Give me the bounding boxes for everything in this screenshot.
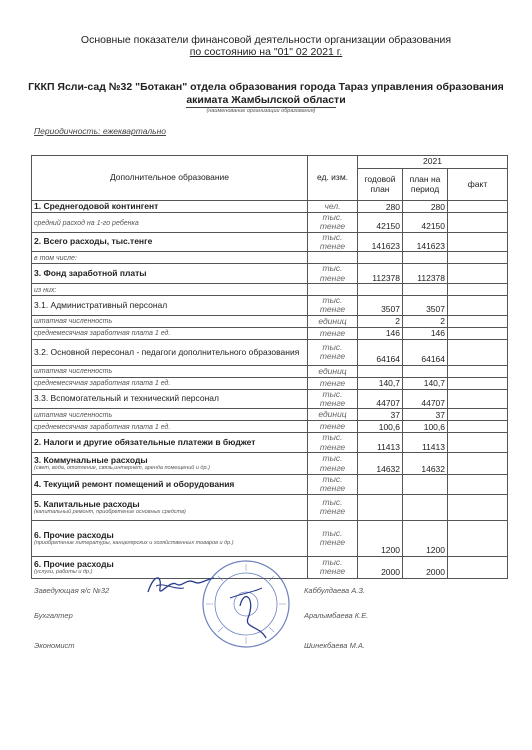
row-unit: единиц: [308, 315, 358, 327]
row-label-cell: [32, 520, 308, 556]
row-unit: единиц: [308, 365, 358, 377]
row-value-plan: [358, 252, 403, 264]
row-label: из них:: [34, 286, 57, 294]
row-label: 3.3. Вспомогательный и технический персонал: [34, 393, 219, 404]
table-row: [32, 232, 508, 252]
row-label: 2. Всего расходы, тыс.тенге: [34, 236, 153, 247]
table-row: [32, 252, 508, 264]
row-unit: тыс. тенге: [308, 213, 358, 233]
document-title: Основные показатели финансовой деятельности организации образования: [80, 34, 452, 46]
table-row: [32, 389, 508, 409]
row-unit: тенге: [308, 377, 358, 389]
row-value-plan: 100,6: [358, 421, 403, 433]
row-value-plan: [358, 365, 403, 377]
row-value-fact: [448, 339, 508, 365]
column-header-plan-year: годовой план: [358, 169, 403, 201]
row-unit: тыс. тенге: [308, 339, 358, 365]
row-label-cell: [32, 339, 308, 365]
row-label: 4. Текущий ремонт помещений и оборудования: [34, 478, 235, 489]
row-label: среднемесячная заработная плата 1 ед.: [34, 380, 171, 388]
date-text: по состоянию на "01" 02 2021 г.: [189, 46, 343, 58]
table-row: [32, 264, 508, 284]
row-value-fact: [448, 284, 508, 296]
row-sublabel: (услуги, работы и др.): [34, 568, 93, 575]
row-label-cell: [32, 389, 308, 409]
row-label: 2. Налоги и другие обязательные платежи в бюджет: [34, 437, 256, 448]
row-value-fact: [448, 389, 508, 409]
signature-role: Заведующая я/с №32: [34, 586, 110, 595]
row-label-cell: [32, 409, 308, 421]
row-value-period: [403, 475, 448, 495]
row-label-cell: [32, 232, 308, 252]
table-row: [32, 433, 508, 453]
table-row: [32, 296, 508, 316]
row-label-cell: [32, 327, 308, 339]
table-row: [32, 315, 508, 327]
table-row: [32, 421, 508, 433]
signature-name: Шинекбаева М.А.: [304, 641, 365, 650]
row-label: 3.2. Основной пересонал - педагоги дополнительного образования: [34, 346, 300, 357]
row-value-plan: [358, 494, 403, 520]
row-label-cell: [32, 494, 308, 520]
row-value-fact: [448, 327, 508, 339]
organization-name-line1: ГККП Ясли-сад №32 "Ботакан" отдела образования города Тараз управления образования: [28, 81, 504, 93]
row-value-period: 2: [403, 315, 448, 327]
row-value-plan: 14632: [358, 453, 403, 475]
row-value-plan: 140,7: [358, 377, 403, 389]
row-value-fact: [448, 315, 508, 327]
row-value-period: 2000: [403, 556, 448, 578]
table-row: [32, 409, 508, 421]
row-value-period: 100,6: [403, 421, 448, 433]
row-value-fact: [448, 421, 508, 433]
row-value-fact: [448, 296, 508, 316]
row-label: 3. Коммунальные расходы: [34, 454, 148, 465]
row-value-plan: 280: [358, 201, 403, 213]
date-line: [0, 46, 532, 58]
row-value-fact: [448, 365, 508, 377]
row-value-fact: [448, 201, 508, 213]
row-label: среднемесячная заработная плата 1 ед.: [34, 330, 171, 338]
row-value-fact: [448, 520, 508, 556]
row-value-fact: [448, 453, 508, 475]
row-label: 5. Капитальные расходы: [34, 498, 140, 509]
table-row: [32, 475, 508, 495]
row-value-plan: 141623: [358, 232, 403, 252]
row-value-period: 146: [403, 327, 448, 339]
row-value-period: [403, 252, 448, 264]
organization-name-line2: акимата Жамбылской области: [186, 94, 346, 106]
row-value-period: 112378: [403, 264, 448, 284]
row-value-period: 1200: [403, 520, 448, 556]
row-unit: тыс. тенге: [308, 494, 358, 520]
row-label-cell: [32, 377, 308, 389]
row-label-cell: [32, 433, 308, 453]
row-value-fact: [448, 556, 508, 578]
table-row: [32, 377, 508, 389]
row-value-plan: 11413: [358, 433, 403, 453]
row-label-cell: [32, 201, 308, 213]
row-label-cell: [32, 315, 308, 327]
row-label-cell: [32, 213, 308, 233]
signature-role: Экономист: [34, 641, 75, 650]
row-unit: тыс. тенге: [308, 232, 358, 252]
row-label: среднемесячная заработная плата 1 ед.: [34, 424, 171, 432]
table-row: [32, 339, 508, 365]
row-value-period: 14632: [403, 453, 448, 475]
row-unit: тыс. тенге: [308, 475, 358, 495]
row-value-plan: 42150: [358, 213, 403, 233]
row-unit: тыс. тенге: [308, 453, 358, 475]
row-unit: тыс. тенге: [308, 433, 358, 453]
row-value-fact: [448, 433, 508, 453]
row-value-period: 42150: [403, 213, 448, 233]
row-label-cell: [32, 453, 308, 475]
row-label: 6. Прочие расходы: [34, 529, 114, 540]
row-value-period: [403, 284, 448, 296]
row-label-cell: [32, 284, 308, 296]
row-value-fact: [448, 252, 508, 264]
signature-role: Бухгалтер: [34, 611, 73, 620]
row-unit: единиц: [308, 409, 358, 421]
row-value-fact: [448, 475, 508, 495]
row-label-cell: [32, 475, 308, 495]
organization-caption: (наименование организации образования): [206, 108, 316, 114]
row-unit: тыс. тенге: [308, 264, 358, 284]
periodicity-label: Периодичность: ежеквартально: [34, 126, 167, 136]
row-unit: тенге: [308, 327, 358, 339]
row-value-fact: [448, 494, 508, 520]
table-row: [32, 213, 508, 233]
row-unit: тыс. тенге: [308, 520, 358, 556]
row-value-period: 280: [403, 201, 448, 213]
row-value-period: 37: [403, 409, 448, 421]
row-label-cell: [32, 421, 308, 433]
financial-table: [31, 155, 508, 579]
table-row: [32, 327, 508, 339]
row-value-period: 141623: [403, 232, 448, 252]
row-label-cell: [32, 264, 308, 284]
signature-name: Каббулдаева А.З.: [304, 586, 366, 595]
row-value-fact: [448, 264, 508, 284]
row-label: 1. Среднегодовой контингент: [34, 200, 159, 211]
row-label: 3. Фонд заработной платы: [34, 268, 147, 279]
column-header-plan-period: план на период: [403, 169, 448, 201]
row-value-period: [403, 494, 448, 520]
row-unit: тыс. тенге: [308, 296, 358, 316]
row-value-plan: 37: [358, 409, 403, 421]
table-row: [32, 494, 508, 520]
row-label: штатная численность: [34, 318, 113, 326]
row-value-plan: [358, 284, 403, 296]
row-value-plan: 112378: [358, 264, 403, 284]
row-value-plan: 1200: [358, 520, 403, 556]
row-value-fact: [448, 377, 508, 389]
row-label-cell: [32, 296, 308, 316]
table-row: [32, 365, 508, 377]
official-seal-stamp: [200, 558, 292, 650]
row-value-period: 64164: [403, 339, 448, 365]
row-label: 3.1. Административный персонал: [34, 299, 168, 310]
row-unit: [308, 252, 358, 264]
row-label: штатная численность: [34, 368, 113, 376]
row-label-cell: [32, 252, 308, 264]
row-label: 6. Прочие расходы: [34, 558, 114, 569]
row-value-period: 11413: [403, 433, 448, 453]
row-value-fact: [448, 409, 508, 421]
row-value-plan: 64164: [358, 339, 403, 365]
row-value-plan: 3507: [358, 296, 403, 316]
table-row: [32, 453, 508, 475]
row-label: штатная численность: [34, 412, 113, 420]
row-value-fact: [448, 232, 508, 252]
table-row: [32, 201, 508, 213]
row-value-plan: 2000: [358, 556, 403, 578]
column-header-unit: ед. изм.: [308, 156, 358, 201]
row-value-plan: 44707: [358, 389, 403, 409]
table-row: [32, 520, 508, 556]
row-value-period: [403, 365, 448, 377]
row-label: в том числе:: [34, 255, 77, 263]
row-value-plan: [358, 475, 403, 495]
row-value-plan: 146: [358, 327, 403, 339]
row-value-period: 3507: [403, 296, 448, 316]
row-value-period: 140,7: [403, 377, 448, 389]
row-value-period: 44707: [403, 389, 448, 409]
column-header-year: 2021: [358, 156, 508, 169]
table-row: [32, 284, 508, 296]
row-sublabel: (свет, вода, отопление, связь,интернет, аренда помещений и др.): [34, 465, 210, 472]
row-sublabel: (капитальный ремонт, приобретение основных средств): [34, 508, 186, 515]
column-header-fact: факт: [448, 169, 508, 201]
row-unit: тыс. тенге: [308, 389, 358, 409]
row-unit: тенге: [308, 421, 358, 433]
row-unit: [308, 284, 358, 296]
row-unit: чел.: [308, 201, 358, 213]
row-label-cell: [32, 365, 308, 377]
row-value-fact: [448, 213, 508, 233]
signature-name: Аралымбаева К.Е.: [304, 611, 369, 620]
row-label: средний расход на 1-го ребенка: [34, 219, 139, 227]
column-header-name: Дополнительное образование: [32, 156, 308, 201]
row-unit: тыс. тенге: [308, 556, 358, 578]
row-sublabel: (приобретение литературы, канцелярских и хозяйственных товаров и др.): [34, 539, 234, 546]
row-value-plan: 2: [358, 315, 403, 327]
